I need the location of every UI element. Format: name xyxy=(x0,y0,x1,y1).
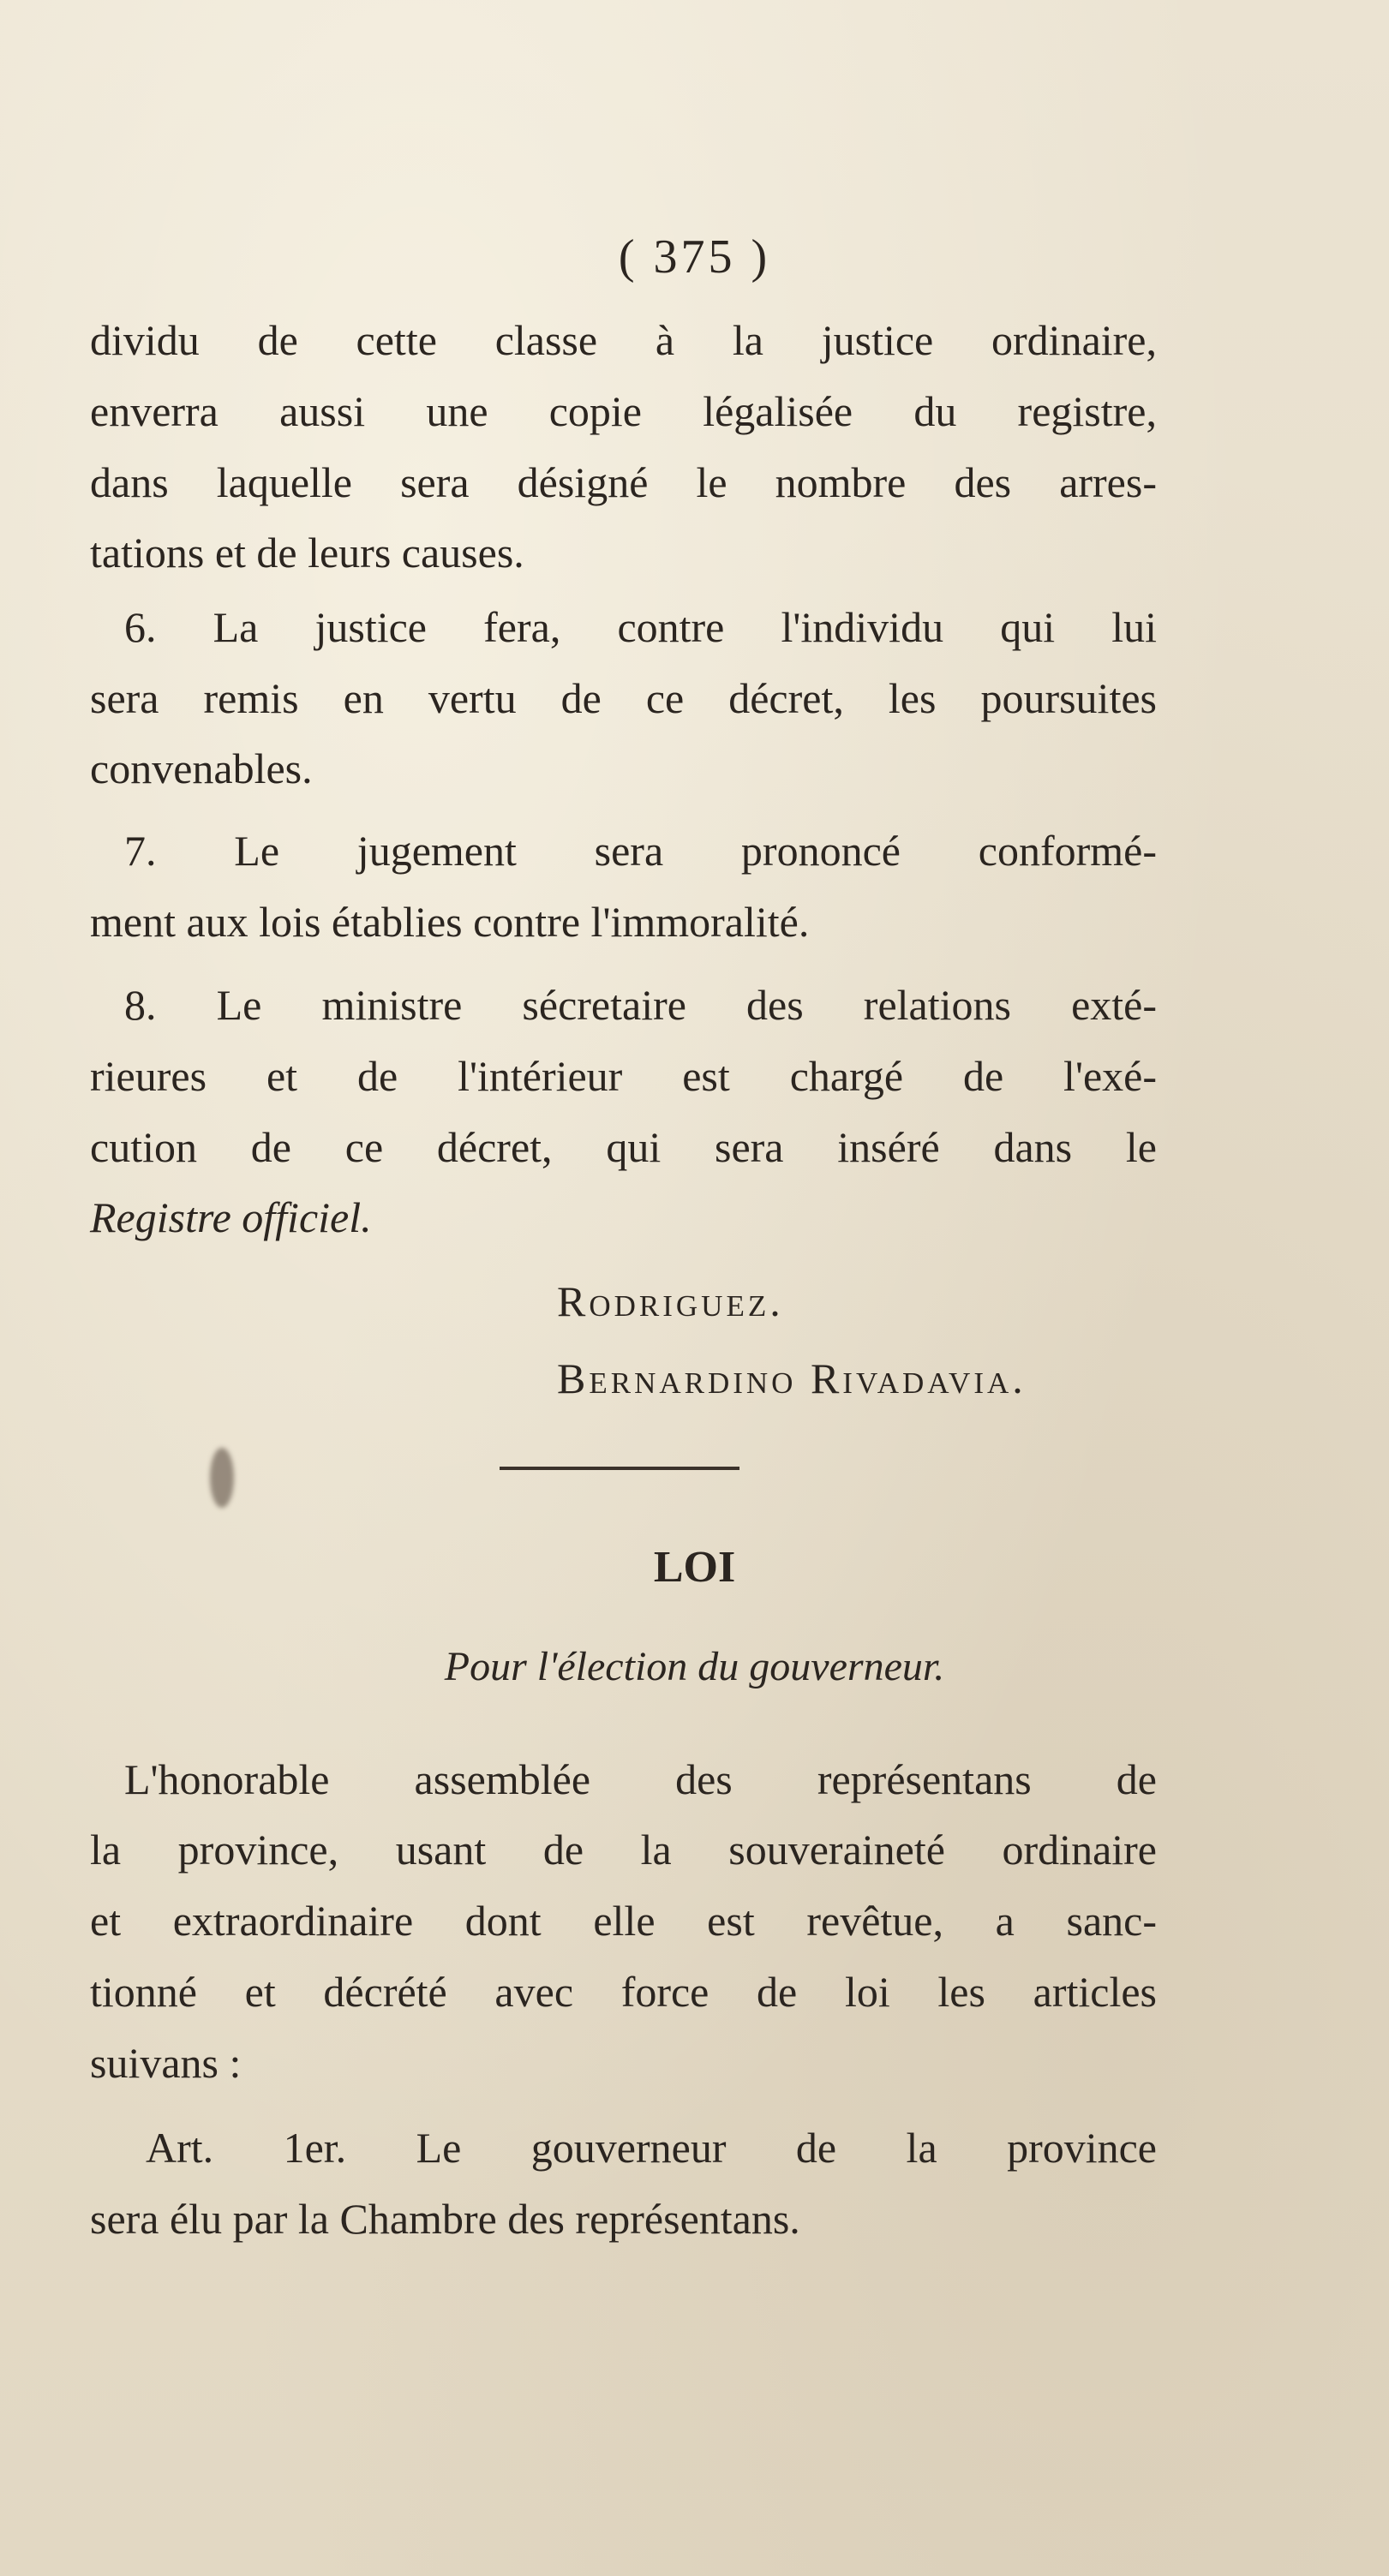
law-subtitle: Pour l'élection du gouverneur. xyxy=(444,1644,945,1689)
text-line: et extraordinaire dont elle est revêtue, a sanc- xyxy=(90,1897,1157,1945)
text-line: 6. La justice fera, contre l'individu qui lui xyxy=(124,603,1157,651)
text-line: convenables. xyxy=(90,744,313,792)
signature-rodriguez: Rodriguez. xyxy=(557,1277,784,1325)
signature-rivadavia: Bernardino Rivadavia. xyxy=(557,1354,1027,1402)
text-line: 7. Le jugement sera prononcé conformé- xyxy=(124,827,1157,875)
text-line: sera élu par la Chambre des représentans. xyxy=(90,2195,800,2243)
text-line: enverra aussi une copie légalisée du registre, xyxy=(90,387,1157,435)
text-line: rieures et de l'intérieur est chargé de l'exé- xyxy=(90,1052,1157,1100)
text-line: ment aux lois établies contre l'immoralité. xyxy=(90,898,810,946)
text-line: 8. Le ministre sécretaire des relations exté- xyxy=(124,981,1157,1029)
text-line: Art. 1er. Le gouverneur de la province xyxy=(146,2124,1157,2172)
text-line: dividu de cette classe à la justice ordinaire, xyxy=(90,316,1157,364)
text-line: L'honorable assemblée des représentans de xyxy=(124,1755,1157,1803)
text-line: tionné et décrété avec force de loi les articles xyxy=(90,1968,1157,2016)
text-line: suivans : xyxy=(90,2039,242,2087)
section-divider xyxy=(500,1467,739,1470)
text-line-italic: Registre officiel. xyxy=(90,1193,372,1241)
text-line: tations et de leurs causes. xyxy=(90,529,524,577)
text-line: cution de ce décret, qui sera inséré dans le xyxy=(90,1123,1157,1171)
law-heading: LOI xyxy=(653,1543,736,1592)
text-line: dans laquelle sera désigné le nombre des arres- xyxy=(90,458,1157,506)
text-line: sera remis en vertu de ce décret, les poursuites xyxy=(90,674,1157,722)
ink-stain xyxy=(210,1448,234,1508)
text-line: la province, usant de la souveraineté ordinaire xyxy=(90,1826,1157,1874)
page-number: ( 375 ) xyxy=(618,230,771,284)
